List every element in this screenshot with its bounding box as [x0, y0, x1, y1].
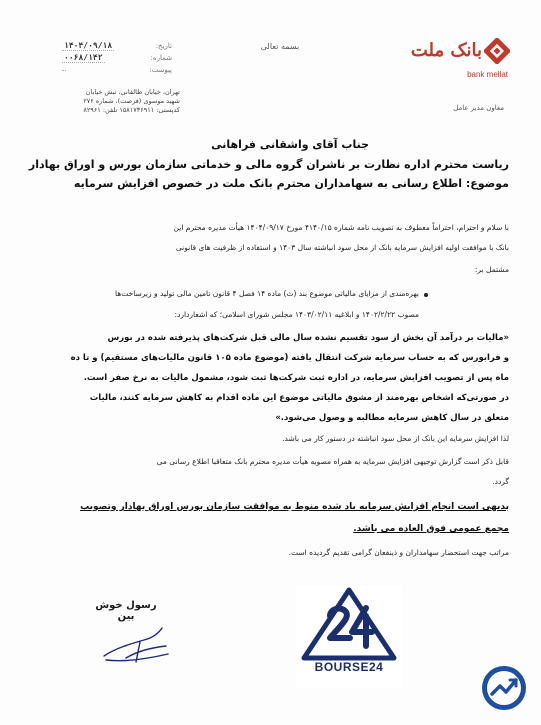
bank-mellat-logo	[406, 36, 512, 96]
attach-row	[62, 64, 172, 76]
logo-text-en: bank mellat	[467, 70, 508, 79]
para3-line: گردد.	[492, 477, 509, 486]
bourse24-brand: BOURSE24	[314, 660, 384, 674]
bullet-icon	[424, 293, 428, 297]
recipient: ریاست محترم اداره نظارت بر ناشران گروه مالی و خدماتی سازمان بورس و اوراق بهادار	[28, 158, 509, 171]
closing: مراتب جهت استحضار سهامداران و ذینفعان گرامی تقدیم گردیده است.	[288, 548, 509, 557]
bourse24-emblem-icon	[296, 586, 402, 662]
date-row	[62, 40, 172, 52]
date-value: ۱۴۰۴/۰۹/۱۸	[64, 41, 113, 50]
attach-label: پیوست:	[149, 66, 172, 74]
subject: موضوع: اطلاع رسانی به سهامداران محترم بانک ملت در خصوص افزایش سرمایه	[73, 177, 509, 190]
para1-line: مشتمل بر:	[474, 265, 509, 274]
address-line: شهید موسوی (فرصت)، شماره ۲۷۶	[83, 97, 180, 105]
number-label: شماره:	[150, 54, 172, 62]
para1-line: بانک با موافقت اولیه افزایش سرمایه بانک از محل سود انباشته سال ۱۴۰۳ و استفاده از ظرفیت های قانونی	[175, 243, 509, 252]
number-value: ۰۰۶۸/۱۴۲	[64, 53, 103, 62]
trend-badge-icon	[480, 664, 528, 712]
para2: لذا افزایش سرمایه این بانک از محل سود انباشته در دستور کار می باشد.	[282, 434, 509, 443]
date-label: تاریخ:	[155, 42, 172, 50]
number-row	[62, 52, 172, 64]
logo-text-fa: بانک ملت	[410, 40, 482, 61]
letter-meta	[62, 40, 172, 76]
emphasis-line: مجمع عمومی فوق العاده می باشد.	[353, 524, 509, 534]
address-line: تهران، خیابان طالقانی، نبش خیابان	[85, 88, 180, 96]
para1-line: با سلام و احترام، احتراماً معطوف به تصویب نامه شماره ۴۱۴۰/۱۵ مورخ ۱۴۰۴/۰۹/۱۷ هیأت مدیره محترم این	[173, 223, 509, 232]
signature-name: رسول خوش بین	[95, 600, 157, 622]
para3-line: قابل ذکر است گزارش توجیهی افزایش سرمایه به همراه مصوبه هیأت مدیره محترم بانک متعاقبا اطلاع رسانی می	[156, 457, 509, 466]
attach-value	[62, 70, 66, 71]
bourse24-logo	[296, 586, 402, 688]
quote-line: «مالیات بر درآمد آن بخش از سود تقسیم نشده سال مالی قبل شرکت‌های پذیرفته شده در بورس	[107, 333, 509, 343]
salutation: جناب آقای واشقانی فراهانی	[211, 138, 369, 151]
bank-mellat-emblem-icon	[484, 38, 510, 64]
handwritten-signature	[96, 618, 176, 668]
quote-line: ماه پس از تصویب افزایش سرمایه، در اداره ثبت شرکت‌ها ثبت شود، مشمول مالیات به نرخ صفر است.	[83, 373, 509, 383]
bullet-line: مصوب ۱۴۰۲/۲/۲۲ و ابلاغیه ۱۴۰۳/۰۲/۱۱ مجلس شورای اسلامی؛ که اشعاردارد:	[174, 310, 419, 319]
bullet-line: بهره‌مندی از مزایای مالیاتی موضوع بند (ث) ماده ۱۴ فصل ۴ قانون تامین مالی تولید و زیرساخت‌ها	[114, 289, 419, 298]
deputy-title: معاون مدیر عامل	[453, 104, 504, 112]
quote-line: در صورتی‌که اشخاص بهره‌مند از مشوق مالیاتی موضوع این ماده اقدام به کاهش سرمایه کنند، مالیات	[89, 393, 509, 403]
quote-line: و فرابورس که به حساب سرمایه شرکت انتقال یافته (موضوع ماده ۱۰۵ قانون مالیات‌های مستقیم) و تا ده	[70, 353, 509, 363]
quote-line: متعلق در سال کاهش سرمایه مطالبه و وصول می‌شود.»	[275, 413, 509, 423]
emphasis-line: بدیهی است انجام افزایش سرمایه یاد شده منوط به موافقت سازمان بورس اوراق بهادار وتصویب	[80, 502, 509, 512]
address-line: کدپستی: ۱۵۸۱۷۳۶۹۱۱ تلفن: ۸۲۹۶۱	[83, 106, 180, 114]
bank-address	[40, 88, 180, 115]
bismillah: بسمه تعالی	[260, 42, 300, 51]
